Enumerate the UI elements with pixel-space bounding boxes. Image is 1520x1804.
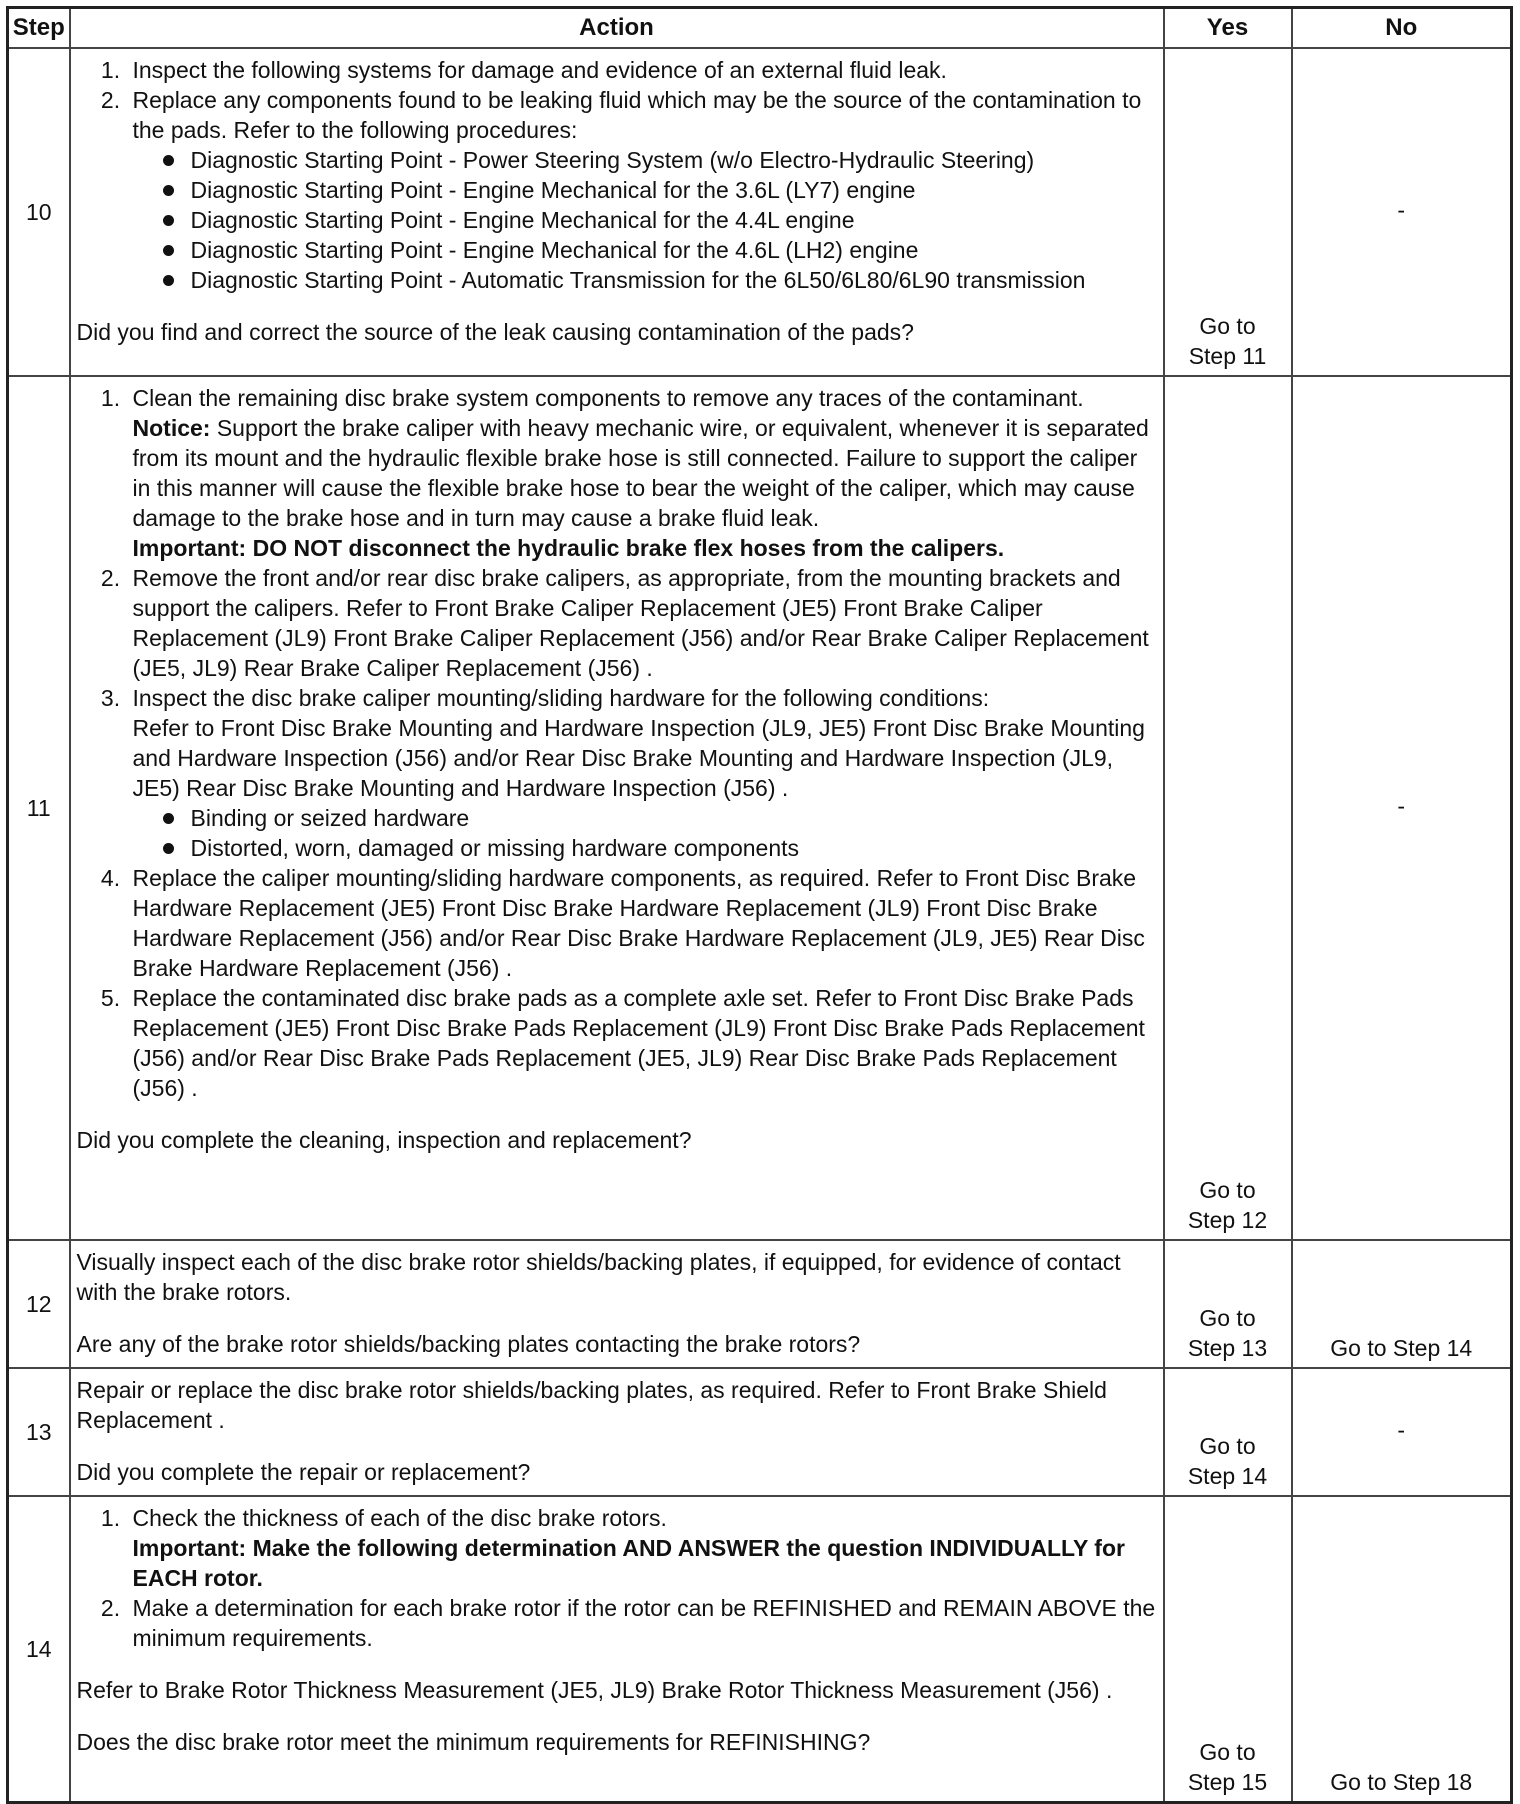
step-number: 13 bbox=[8, 1368, 70, 1496]
list-item: 5. Replace the contaminated disc brake pads as a complete axle set. Refer to Front Disc Brake Pads Replacement (JE5) Front Disc Brake Pads Replacement (JL9) Front Disc Brake Pads Replacement (J56) and/or Rear Disc Brake Pads Replacement (JE5, JL9) Rear Disc Brake Pads Replacement (J56) . bbox=[127, 983, 1157, 1103]
action-cell bbox=[70, 376, 1164, 1240]
bullet-item: Diagnostic Starting Point - Power Steering System (w/o Electro-Hydraulic Steering) bbox=[177, 145, 1157, 175]
header-row bbox=[8, 8, 1512, 49]
action-cell: Repair or replace the disc brake rotor shields/backing plates, as required. Refer to Front Brake Shield Replacement . Did you complete the repair or replacement? bbox=[70, 1368, 1164, 1496]
question-text: Does the disc brake rotor meet the minimum requirements for REFINISHING? bbox=[76, 1729, 871, 1755]
bullet-item: Diagnostic Starting Point - Automatic Transmission for the 6L50/6L80/6L90 transmission bbox=[177, 265, 1157, 295]
important-text: Important: DO NOT disconnect the hydraulic brake flex hoses from the calipers. bbox=[132, 535, 1005, 561]
list-item: 2. Remove the front and/or rear disc brake calipers, as appropriate, from the mounting brackets and support the calipers. Refer to Front Brake Caliper Replacement (JE5) Front Brake Caliper Replacement (JL9) Front Brake Caliper Replacement (J56) and/or Rear Brake Caliper Replacement (JE5, JL9) Rear Brake Caliper Replacement (J56) . bbox=[127, 563, 1157, 683]
list-item: 4. Replace the caliper mounting/sliding hardware components, as required. Refer to Front Disc Brake Hardware Replacement (JE5) Front Disc Brake Hardware Replacement (JL9) Front Disc Brake Hardware Replacement (J56) and/or Rear Disc Brake Hardware Replacement (JL9, JE5) Rear Disc Brake Hardware Replacement (J56) . bbox=[127, 863, 1157, 983]
header-yes: Yes bbox=[1164, 8, 1292, 49]
table-row-step-14 bbox=[8, 1496, 1512, 1802]
no-cell: - bbox=[1292, 48, 1512, 376]
list-item: 2. Make a determination for each brake rotor if the rotor can be REFINISHED and REMAIN ABOVE the minimum requirements. bbox=[127, 1593, 1157, 1653]
header-no: No bbox=[1292, 8, 1512, 49]
question-text: Are any of the brake rotor shields/backing plates contacting the brake rotors? bbox=[76, 1331, 861, 1357]
no-cell: - bbox=[1292, 376, 1512, 1240]
bullet-item: Binding or seized hardware bbox=[177, 803, 1157, 833]
header-action: Action bbox=[70, 8, 1164, 49]
step-number: 10 bbox=[8, 48, 70, 376]
yes-cell: Go to Step 15 bbox=[1164, 1496, 1292, 1802]
action-steps bbox=[77, 1503, 1157, 1653]
list-item: 1. Clean the remaining disc brake system components to remove any traces of the contaminant. Notice: Support the brake caliper with heavy mechanic wire, or equivalent, whenever it is separated from its mount and the hydraulic flexible brake hose is still connected. Failure to support the caliper in this manner will cause the flexible brake hose to bear the weight of the caliper, which may cause damage to the brake hose and in turn may cause a brake fluid leak. Important: DO NOT disconnect the hydraulic brake flex hoses from the calipers. bbox=[127, 383, 1157, 563]
list-item: 1. Check the thickness of each of the disc brake rotors. Important: Make the following determination AND ANSWER the question INDIVIDUALLY for EACH rotor. bbox=[127, 1503, 1157, 1593]
bullet-item: Diagnostic Starting Point - Engine Mechanical for the 3.6L (LY7) engine bbox=[177, 175, 1157, 205]
question-text: Did you complete the cleaning, inspection and replacement? bbox=[76, 1127, 692, 1153]
action-cell bbox=[70, 1496, 1164, 1802]
question-text: Did you complete the repair or replacement? bbox=[76, 1459, 531, 1485]
no-cell: Go to Step 14 bbox=[1292, 1240, 1512, 1368]
yes-cell: Go to Step 14 bbox=[1164, 1368, 1292, 1496]
step-number: 14 bbox=[8, 1496, 70, 1802]
condition-list bbox=[133, 803, 1157, 863]
header-step: Step bbox=[8, 8, 70, 49]
table-row-step-10 bbox=[8, 48, 1512, 376]
bullet-item: Diagnostic Starting Point - Engine Mechanical for the 4.6L (LH2) engine bbox=[177, 235, 1157, 265]
yes-cell: Go to Step 11 bbox=[1164, 48, 1292, 376]
action-cell bbox=[70, 48, 1164, 376]
action-steps bbox=[77, 383, 1157, 1103]
yes-cell: Go to Step 12 bbox=[1164, 376, 1292, 1240]
list-item: 2. Replace any components found to be leaking fluid which may be the source of the contamination to the pads. Refer to the following procedures: Diagnostic Starting Point - Power Steering System (w/o Electro-Hydraulic Steering) Diagnostic Starting Point - Engine Mechanical for the 3.6L (LY7) engine Diagnostic Starting Point - Engine Mechanical for the 4.4L engine Diagnostic Starting Point - Engine Mechanical for the 4.6L (LH2) engine Diagnostic Starting Point - Automatic Transmission for the 6L50/6L80/6L90 transmission bbox=[127, 85, 1157, 295]
list-item: 3. Inspect the disc brake caliper mounting/sliding hardware for the following conditions: Refer to Front Disc Brake Mounting and Hardware Inspection (JL9, JE5) Front Disc Brake Mounting and Hardware Inspection (J56) and/or Rear Disc Brake Mounting and Hardware Inspection (JL9, JE5) Rear Disc Brake Mounting and Hardware Inspection (J56) . Binding or seized hardware Distorted, worn, damaged or missing hardware components bbox=[127, 683, 1157, 863]
action-cell: Visually inspect each of the disc brake rotor shields/backing plates, if equipped, for evidence of contact with the brake rotors. Are any of the brake rotor shields/backing plates contacting the brake rotors? bbox=[70, 1240, 1164, 1368]
notice-text: Notice: Support the brake caliper with heavy mechanic wire, or equivalent, whenever it is separated from its mount and the hydraulic flexible brake hose is still connected. Failure to support the caliper in this manner will cause the flexible brake hose to bear the weight of the caliper, which may cause damage to the brake hose and in turn may cause a brake fluid leak. bbox=[132, 415, 1149, 531]
important-text: Important: Make the following determination AND ANSWER the question INDIVIDUALLY for EACH rotor. bbox=[132, 1535, 1125, 1591]
step-number: 11 bbox=[8, 376, 70, 1240]
no-cell: - bbox=[1292, 1368, 1512, 1496]
procedure-list bbox=[133, 145, 1157, 295]
list-item: 1. Inspect the following systems for damage and evidence of an external fluid leak. bbox=[127, 55, 1157, 85]
yes-cell: Go to Step 13 bbox=[1164, 1240, 1292, 1368]
refer-text: Refer to Brake Rotor Thickness Measurement (JE5, JL9) Brake Rotor Thickness Measurement (J56) . bbox=[76, 1677, 1113, 1703]
step-number: 12 bbox=[8, 1240, 70, 1368]
no-cell: Go to Step 18 bbox=[1292, 1496, 1512, 1802]
table-row-step-13 bbox=[8, 1368, 1512, 1496]
table-row-step-11 bbox=[8, 376, 1512, 1240]
diagnostic-table bbox=[6, 6, 1513, 1804]
action-steps bbox=[77, 55, 1157, 295]
bullet-item: Distorted, worn, damaged or missing hardware components bbox=[177, 833, 1157, 863]
question-text: Did you find and correct the source of the leak causing contamination of the pads? bbox=[76, 319, 914, 345]
table-row-step-12 bbox=[8, 1240, 1512, 1368]
bullet-item: Diagnostic Starting Point - Engine Mechanical for the 4.4L engine bbox=[177, 205, 1157, 235]
